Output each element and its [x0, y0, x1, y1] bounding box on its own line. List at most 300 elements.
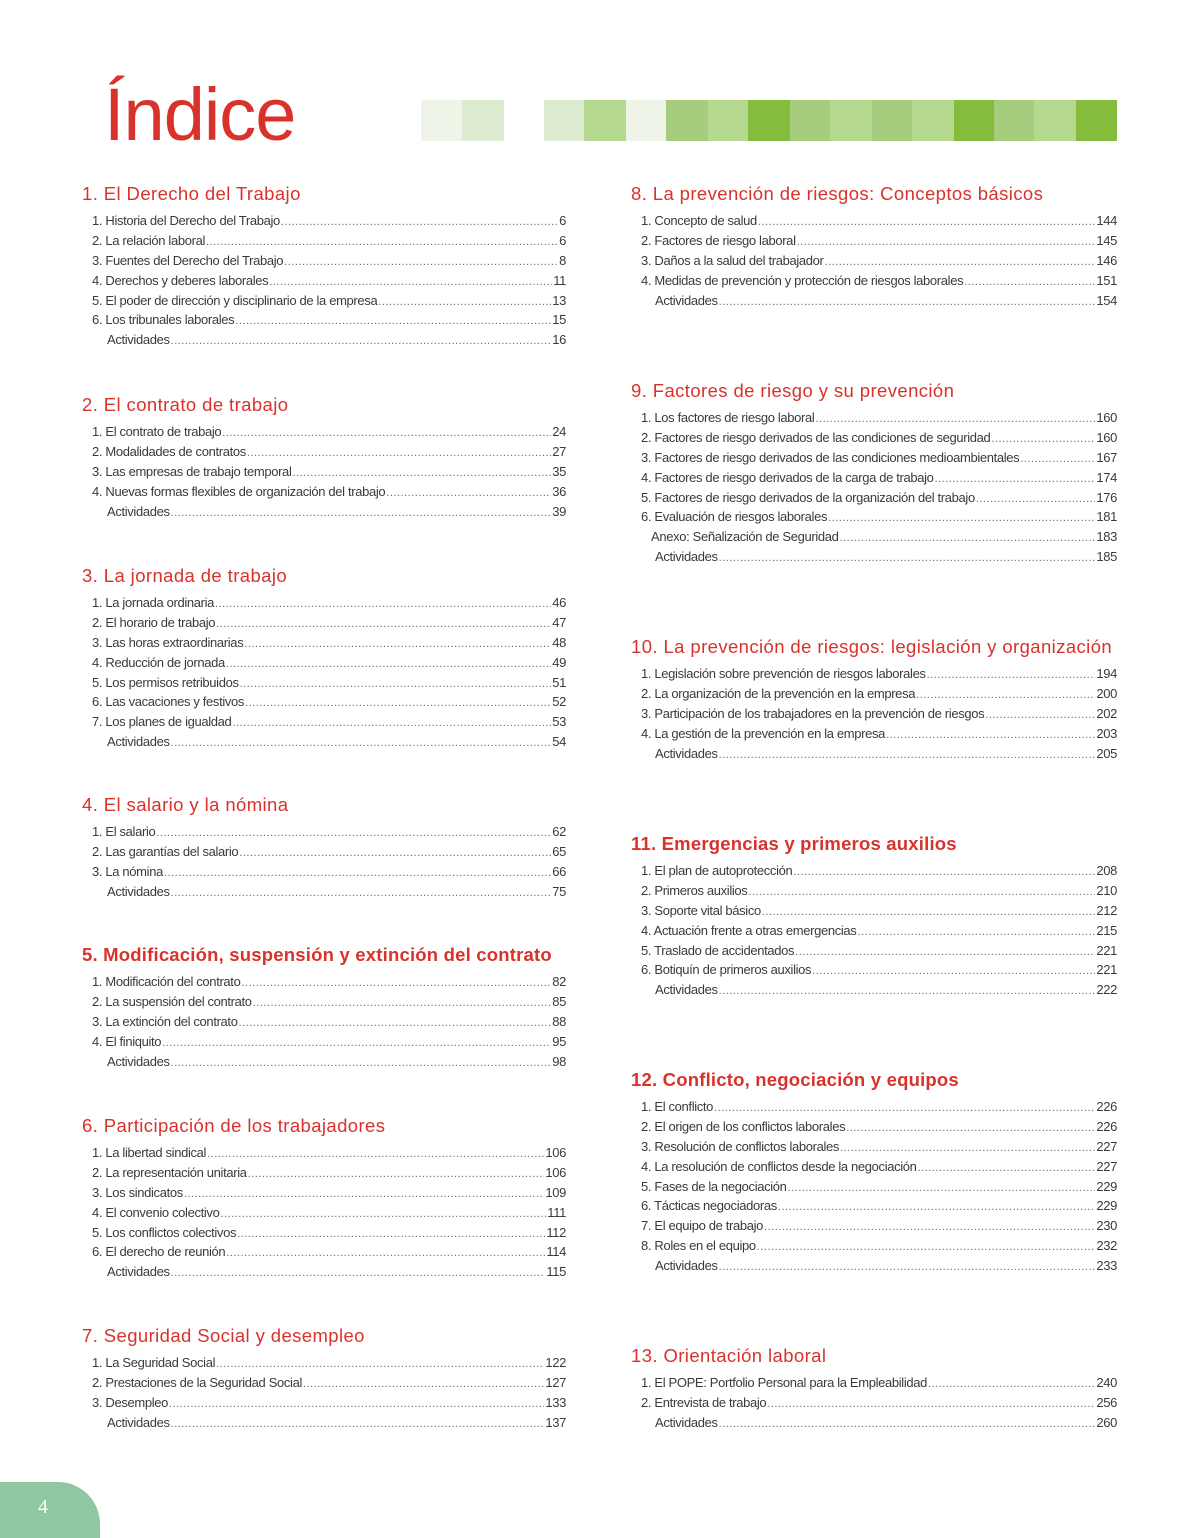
toc-entry-page: 6: [559, 232, 566, 248]
dot-leader: [778, 1198, 1095, 1218]
toc-entry-page: 227: [1096, 1158, 1117, 1174]
decor-square: [748, 100, 790, 141]
toc-entry[interactable]: [82, 633, 566, 653]
toc-entry-label: 6. Tácticas negociadoras: [641, 1198, 777, 1214]
toc-entry-page: 208: [1096, 863, 1117, 878]
toc-entry[interactable]: [631, 1097, 1117, 1117]
toc-entry[interactable]: [631, 684, 1117, 704]
decor-square: [666, 100, 708, 141]
toc-entry-label: 1. La Seguridad Social: [92, 1355, 216, 1370]
chapter-title[interactable]: 5. Modificación, suspensión y extinción del contrato: [82, 944, 552, 965]
toc-entry-label: 8. Roles en el equipo: [641, 1238, 756, 1254]
dot-leader: [215, 595, 551, 615]
toc-entry-label: Anexo: Señalización de Seguridad: [651, 529, 839, 545]
toc-entry-label: 3. Factores de riesgo derivados de las condiciones medioambientales: [641, 449, 1020, 465]
toc-entry-label: 1. Legislación sobre prevención de riesgos laborales: [641, 666, 926, 681]
toc-entry[interactable]: [82, 271, 566, 291]
toc-entry-page: 106: [545, 1145, 566, 1160]
toc-entry-page: 215: [1096, 922, 1117, 938]
toc-entry-page: 232: [1096, 1238, 1117, 1254]
decor-square: [1076, 100, 1117, 141]
toc-entry[interactable]: [631, 1216, 1117, 1236]
toc-entry[interactable]: [631, 881, 1117, 901]
toc-entry-label: 7. El equipo de trabajo: [641, 1218, 764, 1234]
toc-entry-label: 1. Los factores de riesgo laboral: [641, 410, 815, 425]
toc-entry-page: 176: [1096, 489, 1117, 505]
toc-entry-label: 1. El conflicto: [641, 1099, 714, 1114]
toc-entry[interactable]: [631, 231, 1117, 251]
toc-entry-page: 115: [546, 1264, 566, 1280]
toc-entry-label: Actividades: [107, 883, 170, 899]
toc-entry[interactable]: [631, 1177, 1117, 1197]
dot-leader: [244, 635, 551, 655]
dot-leader: [162, 1034, 551, 1054]
dot-leader: [793, 863, 1095, 883]
toc-entry[interactable]: [631, 941, 1117, 961]
toc-entry[interactable]: [82, 211, 566, 231]
toc-entry-label: 3. Participación de los trabajadores en la prevención de riesgos: [641, 705, 985, 721]
toc-entry-label: 1. Concepto de salud: [641, 213, 757, 228]
toc-entry[interactable]: [631, 744, 1117, 764]
toc-entry-label: 6. Botiquín de primeros auxilios: [641, 962, 812, 978]
dot-leader: [171, 1264, 546, 1284]
decor-square: [462, 100, 504, 141]
chapter-section: [82, 565, 566, 752]
chapter-title[interactable]: 12. Conflicto, negociación y equipos: [631, 1069, 959, 1090]
toc-entry[interactable]: [82, 692, 566, 712]
toc-entry-label: 4. Derechos y deberes laborales: [92, 272, 269, 288]
toc-entry-page: 160: [1096, 429, 1117, 445]
page-title: Índice: [104, 73, 296, 156]
dot-leader: [241, 974, 551, 994]
toc-entry-page: 85: [552, 993, 566, 1009]
chapter-title[interactable]: 7. Seguridad Social y desempleo: [82, 1325, 365, 1346]
toc-entry-label: 4. La gestión de la prevención en la empresa: [641, 725, 886, 741]
dot-leader: [840, 529, 1096, 549]
chapter-title[interactable]: 9. Factores de riesgo y su prevención: [631, 380, 955, 401]
dot-leader: [220, 1205, 546, 1225]
chapter-section: [631, 1069, 1117, 1276]
toc-entry-label: 5. Los permisos retribuidos: [92, 674, 239, 690]
dot-leader: [171, 884, 552, 904]
chapter-section: [631, 1345, 1117, 1433]
chapter-title[interactable]: 1. El Derecho del Trabajo: [82, 183, 301, 204]
toc-entry-page: 48: [552, 634, 566, 650]
toc-entry[interactable]: [631, 211, 1117, 231]
toc-entry-label: 1. Modificación del contrato: [92, 974, 241, 989]
toc-entry[interactable]: [631, 428, 1117, 448]
dot-leader: [226, 1244, 545, 1264]
toc-entry[interactable]: [631, 901, 1117, 921]
dot-leader: [797, 233, 1096, 253]
toc-entry-label: 2. La relación laboral: [92, 232, 205, 248]
chapter-title[interactable]: 3. La jornada de trabajo: [82, 565, 288, 586]
toc-entry-label: 2. Primeros auxilios: [641, 882, 748, 898]
dot-leader: [248, 1165, 545, 1185]
toc-entry-page: 221: [1096, 942, 1117, 958]
toc-entry[interactable]: [82, 1373, 566, 1393]
dot-leader: [719, 549, 1096, 569]
toc-entry[interactable]: [82, 231, 566, 251]
toc-entry-page: 226: [1096, 1099, 1117, 1114]
toc-entry-label: 2. La organización de la prevención en la empresa: [641, 685, 916, 701]
toc-entry-label: Actividades: [107, 734, 170, 750]
decor-square: [912, 100, 954, 141]
toc-entry-page: 46: [552, 595, 566, 610]
toc-entry-page: 36: [552, 483, 566, 499]
toc-entry-label: 6. Evaluación de riesgos laborales: [641, 509, 828, 525]
dot-leader: [171, 734, 552, 754]
toc-entry[interactable]: [631, 1413, 1117, 1433]
toc-entry-label: 4. Nuevas formas flexibles de organización del trabajo: [92, 483, 386, 499]
toc-entry[interactable]: [82, 1183, 566, 1203]
toc-entry[interactable]: [82, 673, 566, 693]
page-number: 4: [38, 1496, 48, 1518]
toc-entry-page: 233: [1096, 1258, 1117, 1274]
toc-entry[interactable]: [82, 593, 566, 613]
toc-entry-label: 6. El derecho de reunión: [92, 1244, 226, 1260]
decor-square: [954, 100, 994, 141]
toc-entry-label: Actividades: [655, 1414, 718, 1430]
toc-entry-label: 3. Las empresas de trabajo temporal: [92, 463, 292, 479]
toc-entry[interactable]: [82, 992, 566, 1012]
toc-entry-label: 4. Factores de riesgo derivados de la carga de trabajo: [641, 469, 934, 485]
decor-square: [994, 100, 1034, 141]
dot-leader: [758, 213, 1095, 233]
toc-entry[interactable]: [82, 732, 566, 752]
dot-leader: [247, 444, 551, 464]
toc-entry-label: 3. Resolución de conflictos laborales: [641, 1138, 840, 1154]
dot-leader: [857, 923, 1095, 943]
toc-entry[interactable]: [631, 448, 1117, 468]
dot-leader: [846, 1119, 1095, 1139]
toc-entry[interactable]: [82, 653, 566, 673]
toc-entry-page: 75: [552, 883, 566, 899]
toc-entry[interactable]: [631, 547, 1117, 567]
toc-entry-label: 1. El salario: [92, 824, 156, 839]
toc-entry-label: Actividades: [655, 745, 718, 761]
chapter-title[interactable]: 13. Orientación laboral: [631, 1345, 827, 1366]
toc-entry-page: 109: [545, 1184, 566, 1200]
toc-entry-page: 260: [1096, 1414, 1117, 1430]
toc-entry-label: 4. Reducción de jornada: [92, 654, 225, 670]
toc-entry[interactable]: [631, 408, 1117, 428]
decor-square: [584, 100, 626, 141]
chapter-title[interactable]: 2. El contrato de trabajo: [82, 394, 289, 415]
dot-leader: [976, 490, 1096, 510]
toc-entry[interactable]: [631, 960, 1117, 980]
dot-leader: [985, 706, 1095, 726]
dot-leader: [226, 655, 551, 675]
toc-entry[interactable]: [82, 1353, 566, 1373]
toc-entry-page: 227: [1096, 1138, 1117, 1154]
toc-entry[interactable]: [631, 251, 1117, 271]
toc-entry-page: 112: [546, 1224, 566, 1240]
toc-entry[interactable]: [82, 1052, 566, 1072]
toc-entry[interactable]: [82, 330, 566, 350]
dot-leader: [378, 293, 551, 313]
toc-entry-page: 144: [1096, 213, 1117, 228]
toc-entry[interactable]: [631, 1196, 1117, 1216]
toc-entry[interactable]: [82, 1242, 566, 1262]
chapter-title[interactable]: 11. Emergencias y primeros auxilios: [631, 833, 957, 854]
toc-entry-label: 5. Factores de riesgo derivados de la organización del trabajo: [641, 489, 975, 505]
toc-entry-page: 8: [559, 252, 566, 268]
toc-entry[interactable]: [82, 1203, 566, 1223]
toc-entry[interactable]: [631, 1137, 1117, 1157]
toc-entry-label: 4. El convenio colectivo: [92, 1204, 220, 1220]
toc-entry-page: 27: [552, 443, 566, 459]
dot-leader: [767, 1395, 1095, 1415]
toc-entry-label: Actividades: [655, 549, 718, 565]
decor-square: [830, 100, 872, 141]
toc-entry[interactable]: [631, 1236, 1117, 1256]
toc-entry-page: 151: [1096, 272, 1117, 288]
toc-entry[interactable]: [82, 712, 566, 732]
dot-leader: [171, 1415, 545, 1435]
dot-leader: [1020, 450, 1095, 470]
toc-entry[interactable]: [82, 482, 566, 502]
toc-entry-label: 7. Los planes de igualdad: [92, 714, 232, 730]
dot-leader: [795, 943, 1095, 963]
dot-leader: [719, 1415, 1096, 1435]
toc-entry-page: 210: [1096, 882, 1117, 898]
toc-entry-page: 6: [559, 213, 566, 228]
toc-entry-page: 185: [1096, 549, 1117, 565]
dot-leader: [184, 1185, 544, 1205]
toc-entry-label: 1. El POPE: Portfolio Personal para la Empleabilidad: [641, 1375, 928, 1390]
dot-leader: [171, 1054, 552, 1074]
toc-entry-page: 137: [545, 1414, 566, 1430]
toc-entry-page: 226: [1096, 1118, 1117, 1134]
toc-entry-page: 200: [1096, 685, 1117, 701]
dot-leader: [171, 504, 552, 524]
toc-entry[interactable]: [631, 664, 1117, 684]
toc-entry-page: 167: [1096, 449, 1117, 465]
toc-entry[interactable]: [82, 1262, 566, 1282]
toc-entry-page: 114: [546, 1244, 566, 1260]
toc-entry[interactable]: [82, 251, 566, 271]
toc-entry-label: 3. Desempleo: [92, 1394, 169, 1410]
dot-leader: [169, 1395, 544, 1415]
toc-entry[interactable]: [631, 1256, 1117, 1276]
toc-entry[interactable]: [82, 972, 566, 992]
page-number-tab: [0, 1482, 100, 1538]
toc-entry[interactable]: [631, 704, 1117, 724]
toc-entry-page: 203: [1096, 725, 1117, 741]
toc-entry-page: 62: [552, 824, 566, 839]
toc-entry-label: 2. Entrevista de trabajo: [641, 1394, 767, 1410]
toc-entry[interactable]: [631, 488, 1117, 508]
dot-leader: [303, 1375, 544, 1395]
chapter-section: [82, 183, 566, 350]
dot-leader: [928, 1375, 1095, 1395]
toc-entry[interactable]: [631, 1393, 1117, 1413]
toc-entry-page: 122: [545, 1355, 566, 1370]
toc-entry-label: 4. La resolución de conflictos desde la negociación: [641, 1158, 917, 1174]
toc-entry-label: 5. El poder de dirección y disciplinario de la empresa: [92, 292, 378, 308]
chapter-section: [631, 636, 1117, 763]
toc-entry[interactable]: [631, 1373, 1117, 1393]
chapter-section: [82, 794, 566, 902]
toc-entry-label: 1. La jornada ordinaria: [92, 595, 215, 610]
toc-entry-page: 106: [545, 1164, 566, 1180]
dot-leader: [719, 982, 1096, 1002]
chapter-section: [82, 1325, 566, 1433]
toc-entry-page: 24: [552, 424, 566, 439]
toc-entry-label: 4. Actuación frente a otras emergencias: [641, 922, 857, 938]
toc-entry-label: Actividades: [655, 292, 718, 308]
dot-leader: [828, 509, 1095, 529]
toc-entry-page: 95: [552, 1033, 566, 1049]
dot-leader: [253, 994, 552, 1014]
dot-leader: [237, 1225, 545, 1245]
chapter-section: [631, 183, 1117, 310]
toc-entry[interactable]: [631, 468, 1117, 488]
toc-entry[interactable]: [82, 462, 566, 482]
toc-entry-page: 88: [552, 1013, 566, 1029]
toc-entry[interactable]: [631, 507, 1117, 527]
toc-entry-label: 2. Prestaciones de la Seguridad Social: [92, 1374, 303, 1390]
chapter-title[interactable]: 6. Participación de los trabajadores: [82, 1115, 386, 1136]
toc-entry-label: 1. El contrato de trabajo: [92, 424, 222, 439]
toc-entry-page: 229: [1096, 1198, 1117, 1214]
toc-entry-page: 183: [1096, 529, 1117, 545]
toc-entry-label: 2. El origen de los conflictos laborales: [641, 1118, 846, 1134]
toc-entry-page: 133: [545, 1394, 566, 1410]
toc-entry-page: 66: [552, 863, 566, 879]
toc-entry[interactable]: [82, 1032, 566, 1052]
toc-entry-page: 160: [1096, 410, 1117, 425]
toc-entry-label: 1. Historia del Derecho del Trabajo: [92, 213, 280, 228]
toc-entry[interactable]: [631, 921, 1117, 941]
toc-entry-page: 51: [552, 674, 566, 690]
dot-leader: [719, 746, 1096, 766]
toc-entry-page: 47: [552, 614, 566, 630]
toc-entry-label: Actividades: [107, 332, 170, 348]
toc-entry-page: 52: [552, 694, 566, 710]
dot-leader: [232, 714, 551, 734]
toc-entry[interactable]: [82, 842, 566, 862]
toc-entry-page: 146: [1096, 252, 1117, 268]
toc-entry[interactable]: [631, 291, 1117, 311]
toc-entry[interactable]: [82, 1223, 566, 1243]
toc-entry-label: Actividades: [655, 1258, 718, 1274]
toc-entry-page: 65: [552, 843, 566, 859]
toc-entry-label: 3. Las horas extraordinarias: [92, 634, 244, 650]
toc-entry[interactable]: [82, 291, 566, 311]
chapter-title[interactable]: 8. La prevención de riesgos: Conceptos básicos: [631, 183, 1044, 204]
toc-entry[interactable]: [82, 1413, 566, 1433]
chapter-section: [82, 944, 566, 1071]
toc-entry-page: 240: [1096, 1375, 1117, 1390]
toc-entry[interactable]: [631, 861, 1117, 881]
toc-entry-label: 2. La representación unitaria: [92, 1164, 247, 1180]
toc-entry-page: 221: [1096, 962, 1117, 978]
toc-entry-page: 205: [1096, 745, 1117, 761]
toc-entry-label: 3. Los sindicatos: [92, 1184, 183, 1200]
dot-leader: [748, 883, 1095, 903]
toc-entry-label: 5. Traslado de accidentados: [641, 942, 795, 958]
toc-entry-label: 2. Factores de riesgo derivados de las condiciones de seguridad: [641, 429, 991, 445]
toc-entry-label: Actividades: [107, 503, 170, 519]
toc-entry[interactable]: [82, 442, 566, 462]
dot-leader: [927, 666, 1096, 686]
dot-leader: [207, 1145, 544, 1165]
dot-leader: [281, 213, 558, 233]
toc-entry-page: 13: [552, 292, 566, 308]
chapter-title[interactable]: 10. La prevención de riesgos: legislación y organización: [631, 636, 1113, 657]
toc-entry-page: 229: [1096, 1178, 1117, 1194]
toc-entry[interactable]: [631, 1117, 1117, 1137]
toc-entry-page: 53: [552, 714, 566, 730]
toc-entry[interactable]: [82, 1143, 566, 1163]
dot-leader: [235, 312, 551, 332]
toc-entry[interactable]: [631, 271, 1117, 291]
toc-entry[interactable]: [82, 613, 566, 633]
toc-entry-page: 222: [1096, 982, 1117, 998]
toc-entry-label: 3. La nómina: [92, 863, 163, 879]
toc-entry[interactable]: [631, 980, 1117, 1000]
toc-entry[interactable]: [82, 1393, 566, 1413]
toc-entry[interactable]: [82, 310, 566, 330]
toc-entry-label: 3. Fuentes del Derecho del Trabajo: [92, 252, 284, 268]
toc-entry-label: 2. Modalidades de contratos: [92, 443, 246, 459]
chapter-section: [631, 833, 1117, 1000]
toc-entry-label: 3. La extinción del contrato: [92, 1013, 238, 1029]
toc-entry[interactable]: [82, 862, 566, 882]
dot-leader: [164, 864, 551, 884]
dot-leader: [719, 1258, 1096, 1278]
toc-entry-page: 145: [1096, 232, 1117, 248]
dot-leader: [788, 1179, 1096, 1199]
toc-entry-label: 2. Las garantías del salario: [92, 843, 239, 859]
decor-square: [790, 100, 830, 141]
toc-entry-page: 174: [1096, 469, 1117, 485]
chapter-section: [82, 1115, 566, 1282]
toc-entry-label: 2. El horario de trabajo: [92, 614, 216, 630]
toc-entry-label: 2. Factores de riesgo laboral: [641, 232, 796, 248]
toc-entry[interactable]: [82, 502, 566, 522]
dot-leader: [886, 726, 1095, 746]
chapter-title[interactable]: 4. El salario y la nómina: [82, 794, 289, 815]
toc-entry-label: Actividades: [107, 1053, 170, 1069]
dot-leader: [222, 424, 551, 444]
toc-entry[interactable]: [631, 1157, 1117, 1177]
toc-entry-page: 49: [552, 654, 566, 670]
toc-entry-page: 111: [547, 1204, 566, 1220]
toc-entry-page: 11: [553, 272, 566, 288]
chapter-section: [631, 380, 1117, 567]
toc-entry[interactable]: [82, 422, 566, 442]
toc-entry-label: Actividades: [655, 982, 718, 998]
decor-square: [708, 100, 748, 141]
dot-leader: [239, 844, 551, 864]
toc-entry[interactable]: [631, 724, 1117, 744]
toc-entry[interactable]: [82, 822, 566, 842]
toc-entry[interactable]: [82, 1012, 566, 1032]
dot-leader: [284, 253, 558, 273]
toc-entry-label: Actividades: [107, 1264, 170, 1280]
toc-entry-page: 39: [552, 503, 566, 519]
toc-entry-label: 6. Las vacaciones y festivos: [92, 694, 245, 710]
toc-entry-page: 35: [552, 463, 566, 479]
toc-entry-page: 15: [552, 312, 566, 328]
toc-entry[interactable]: [82, 882, 566, 902]
decor-square: [421, 100, 462, 141]
toc-entry[interactable]: [631, 527, 1117, 547]
toc-entry[interactable]: [82, 1163, 566, 1183]
